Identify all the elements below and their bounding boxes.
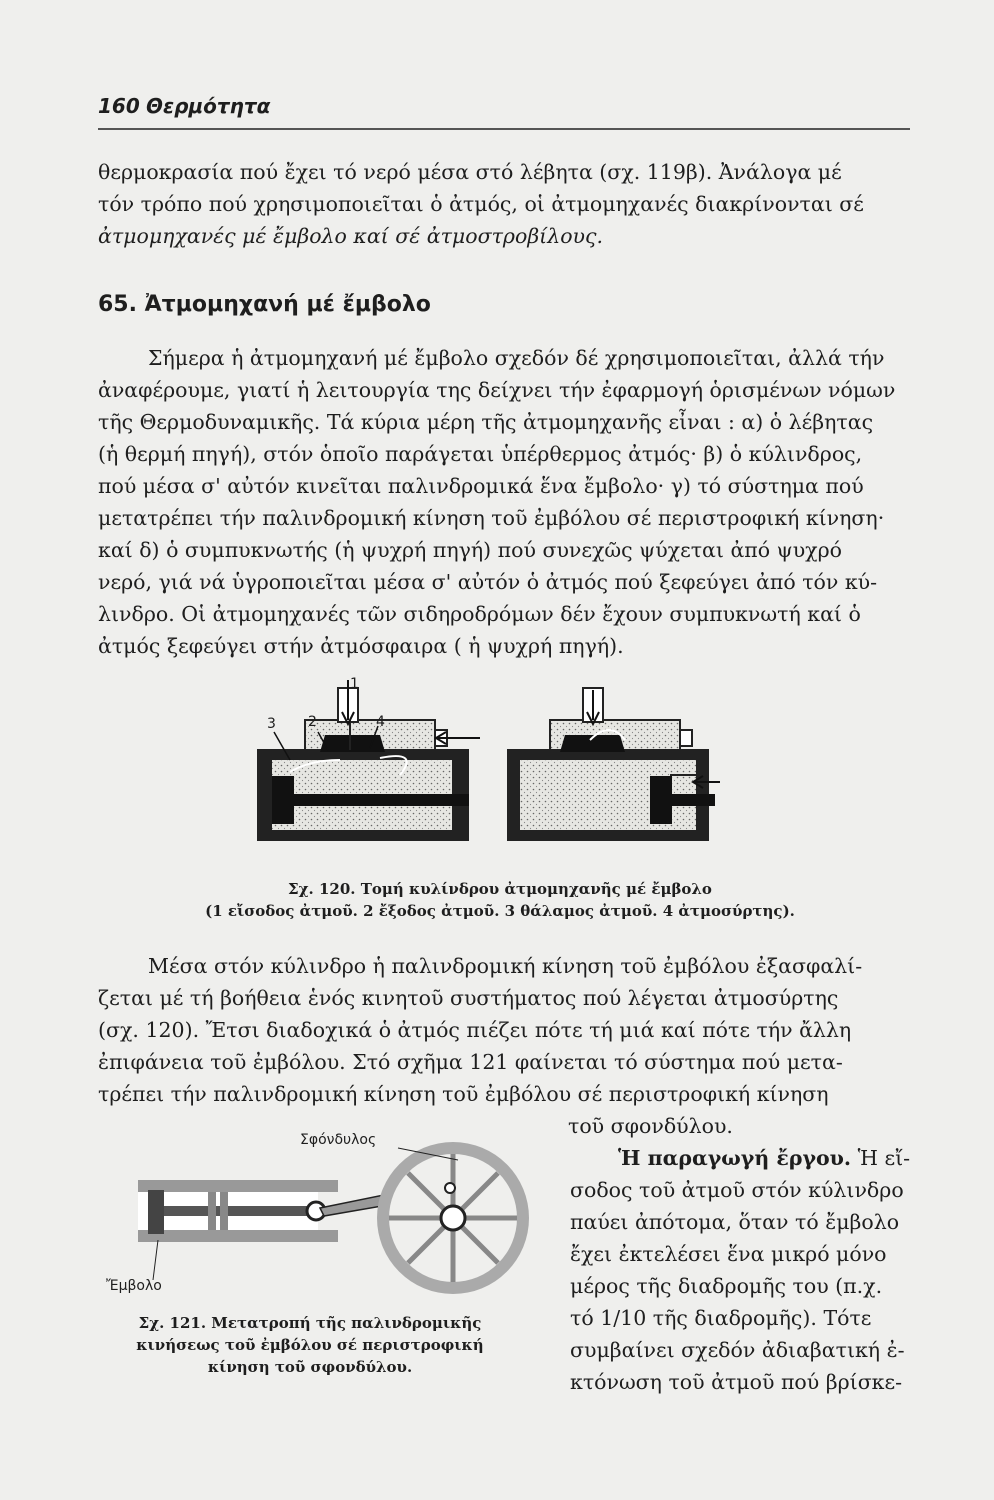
cylinder-diagram — [250, 680, 730, 875]
text-line: ἀτμός ξεφεύγει στήν ἀτμόσφαιρα ( ἡ ψυχρή πηγή). — [98, 634, 624, 658]
text-line: (σχ. 120). Ἔτσι διαδοχικά ὁ ἀτμός πιέζει πότε τή μιά καί πότε τήν ἄλλη — [98, 1018, 852, 1042]
caption-line: κίνηση τοῦ σφονδύλου. — [207, 1358, 413, 1376]
text-line: ἀναφέρουμε, γιατί ἡ λειτουργία της δείχνει τήν ἐφαρμογή ὁρισμένων νόμων — [98, 378, 896, 402]
caption-line: κινήσεως τοῦ ἐμβόλου σέ περιστροφική — [136, 1336, 484, 1354]
piston-head — [148, 1190, 164, 1234]
text-line: παύει ἀπότομα, ὅταν τό ἔμβολο — [570, 1210, 900, 1234]
fig120-label-3: 3 — [267, 716, 276, 732]
text-line: πού μέσα σ' αὐτόν κινεῖται παλινδρομικά ἕνα ἔμβολο· γ) τό σύστημα πού — [98, 474, 864, 498]
main-paragraph — [98, 342, 910, 662]
caption-line: Σχ. 120. Τομή κυλίνδρου ἀτμομηχανῆς μέ ἔμβολο — [288, 880, 712, 898]
figure-120 — [250, 676, 730, 875]
text-line: Σήμερα ἡ ἀτμομηχανή μέ ἔμβολο σχεδόν δέ χρησιμοποιεῖται, ἀλλά τήν — [148, 346, 885, 370]
flywheel — [377, 1142, 529, 1294]
page-number: 160 — [98, 94, 140, 118]
figure-121 — [98, 1130, 568, 1300]
work-heading: Ἡ παραγωγή ἔργου. — [618, 1146, 852, 1170]
caption-line: Σχ. 121. Μετατροπή τῆς παλινδρομικῆς — [138, 1314, 482, 1332]
section-number: 65. — [98, 292, 137, 317]
page-header — [98, 94, 910, 130]
text-line: τόν τρόπο πού χρησιμοποιεῖται ὁ ἀτμός, οἱ ἀτμομηχανές διακρίνονται σέ — [98, 192, 864, 216]
text-line: Μέσα στόν κύλινδρο ἡ παλινδρομική κίνηση τοῦ ἐμβόλου ἐξασφαλί- — [148, 954, 863, 978]
running-title: Θερμότητα — [146, 94, 271, 118]
intro-paragraph — [98, 156, 910, 252]
piston-paragraph — [98, 950, 910, 1142]
text-line: λινδρο. Οἱ ἀτμομηχανές τῶν σιδηροδρόμων δέν ἔχουν συμπυκνωτή καί ὁ — [98, 602, 861, 626]
text-line: τοῦ σφονδύλου. — [568, 1114, 733, 1138]
section-heading — [98, 292, 431, 317]
caption-line: (1 εἴσοδος ἀτμοῦ. 2 ἔξοδος ἀτμοῦ. 3 θάλαμος ἀτμοῦ. 4 ἀτμοσύρτης). — [205, 902, 795, 920]
section-title: Ἀτμομηχανή μέ ἔμβολο — [144, 292, 431, 317]
text-line: ἔχει ἐκτελέσει ἕνα μικρό μόνο — [570, 1242, 887, 1266]
text-line: σοδος τοῦ ἀτμοῦ στόν κύλινδρο — [570, 1178, 904, 1202]
text-line: τό 1/10 τῆς διαδρομῆς). Τότε — [570, 1306, 872, 1330]
text-line: τρέπει τήν παλινδρομική κίνηση τοῦ ἐμβόλου σέ περιστροφική κίνηση — [98, 1082, 829, 1106]
text-line: (ἡ θερμή πηγή), στόν ὁποῖο παράγεται ὑπέρθερμος ἀτμός· β) ὁ κύλινδρος, — [98, 442, 863, 466]
figure-121-caption — [100, 1312, 520, 1378]
text-line: ἀτμομηχανές μέ ἔμβολο καί σέ ἀτμοστροβίλους. — [98, 224, 604, 248]
figure-120-caption — [170, 878, 830, 922]
text-line: μετατρέπει τήν παλινδρομική κίνηση τοῦ ἐμβόλου σέ περιστροφική κίνηση· — [98, 506, 885, 530]
text-line: νερό, γιά νά ὑγροποιεῖται μέσα σ' αὐτόν ὁ ἀτμός πού ξεφεύγει ἀπό τόν κύ- — [98, 570, 878, 594]
left-cylinder — [258, 688, 469, 840]
text-line: τῆς Θερμοδυναμικῆς. Τά κύρια μέρη τῆς ἀτμομηχανῆς εἶναι : α) ὁ λέβητας — [98, 410, 874, 434]
flywheel-diagram — [98, 1130, 568, 1300]
text-line: ζεται μέ τή βοήθεια ἑνός κινητοῦ συστήματος πού λέγεται ἀτμοσύρτης — [98, 986, 839, 1010]
text-line: συμβαίνει σχεδόν ἀδιαβατική ἐ- — [570, 1338, 905, 1362]
piston-label: Ἔμβολο — [106, 1278, 162, 1294]
text-line: κτόνωση τοῦ ἀτμοῦ πού βρίσκε- — [570, 1370, 903, 1394]
fig120-label-2: 2 — [308, 714, 317, 730]
flywheel-label: Σφόνδυλος — [300, 1132, 377, 1148]
fig120-label-1: 1 — [350, 676, 359, 692]
text-line: μέρος τῆς διαδρομῆς του (π.χ. — [570, 1274, 883, 1298]
fig120-label-4: 4 — [376, 714, 385, 730]
text-line: ἐπιφάνεια τοῦ ἐμβόλου. Στό σχῆμα 121 φαίνεται τό σύστημα πού μετα- — [98, 1050, 843, 1074]
header-rule — [98, 128, 910, 130]
text-line: καί δ) ὁ συμπυκνωτής (ἡ ψυχρή πηγή) πού συνεχῶς ψύχεται ἀπό ψυχρό — [98, 538, 842, 562]
right-cylinder — [508, 688, 715, 840]
work-paragraph — [570, 1142, 910, 1398]
text-line: θερμοκρασία πού ἔχει τό νερό μέσα στό λέβητα (σχ. 119β). Ἀνάλογα μέ — [98, 160, 842, 184]
text-line: Ἡ εἴ- — [857, 1146, 911, 1170]
